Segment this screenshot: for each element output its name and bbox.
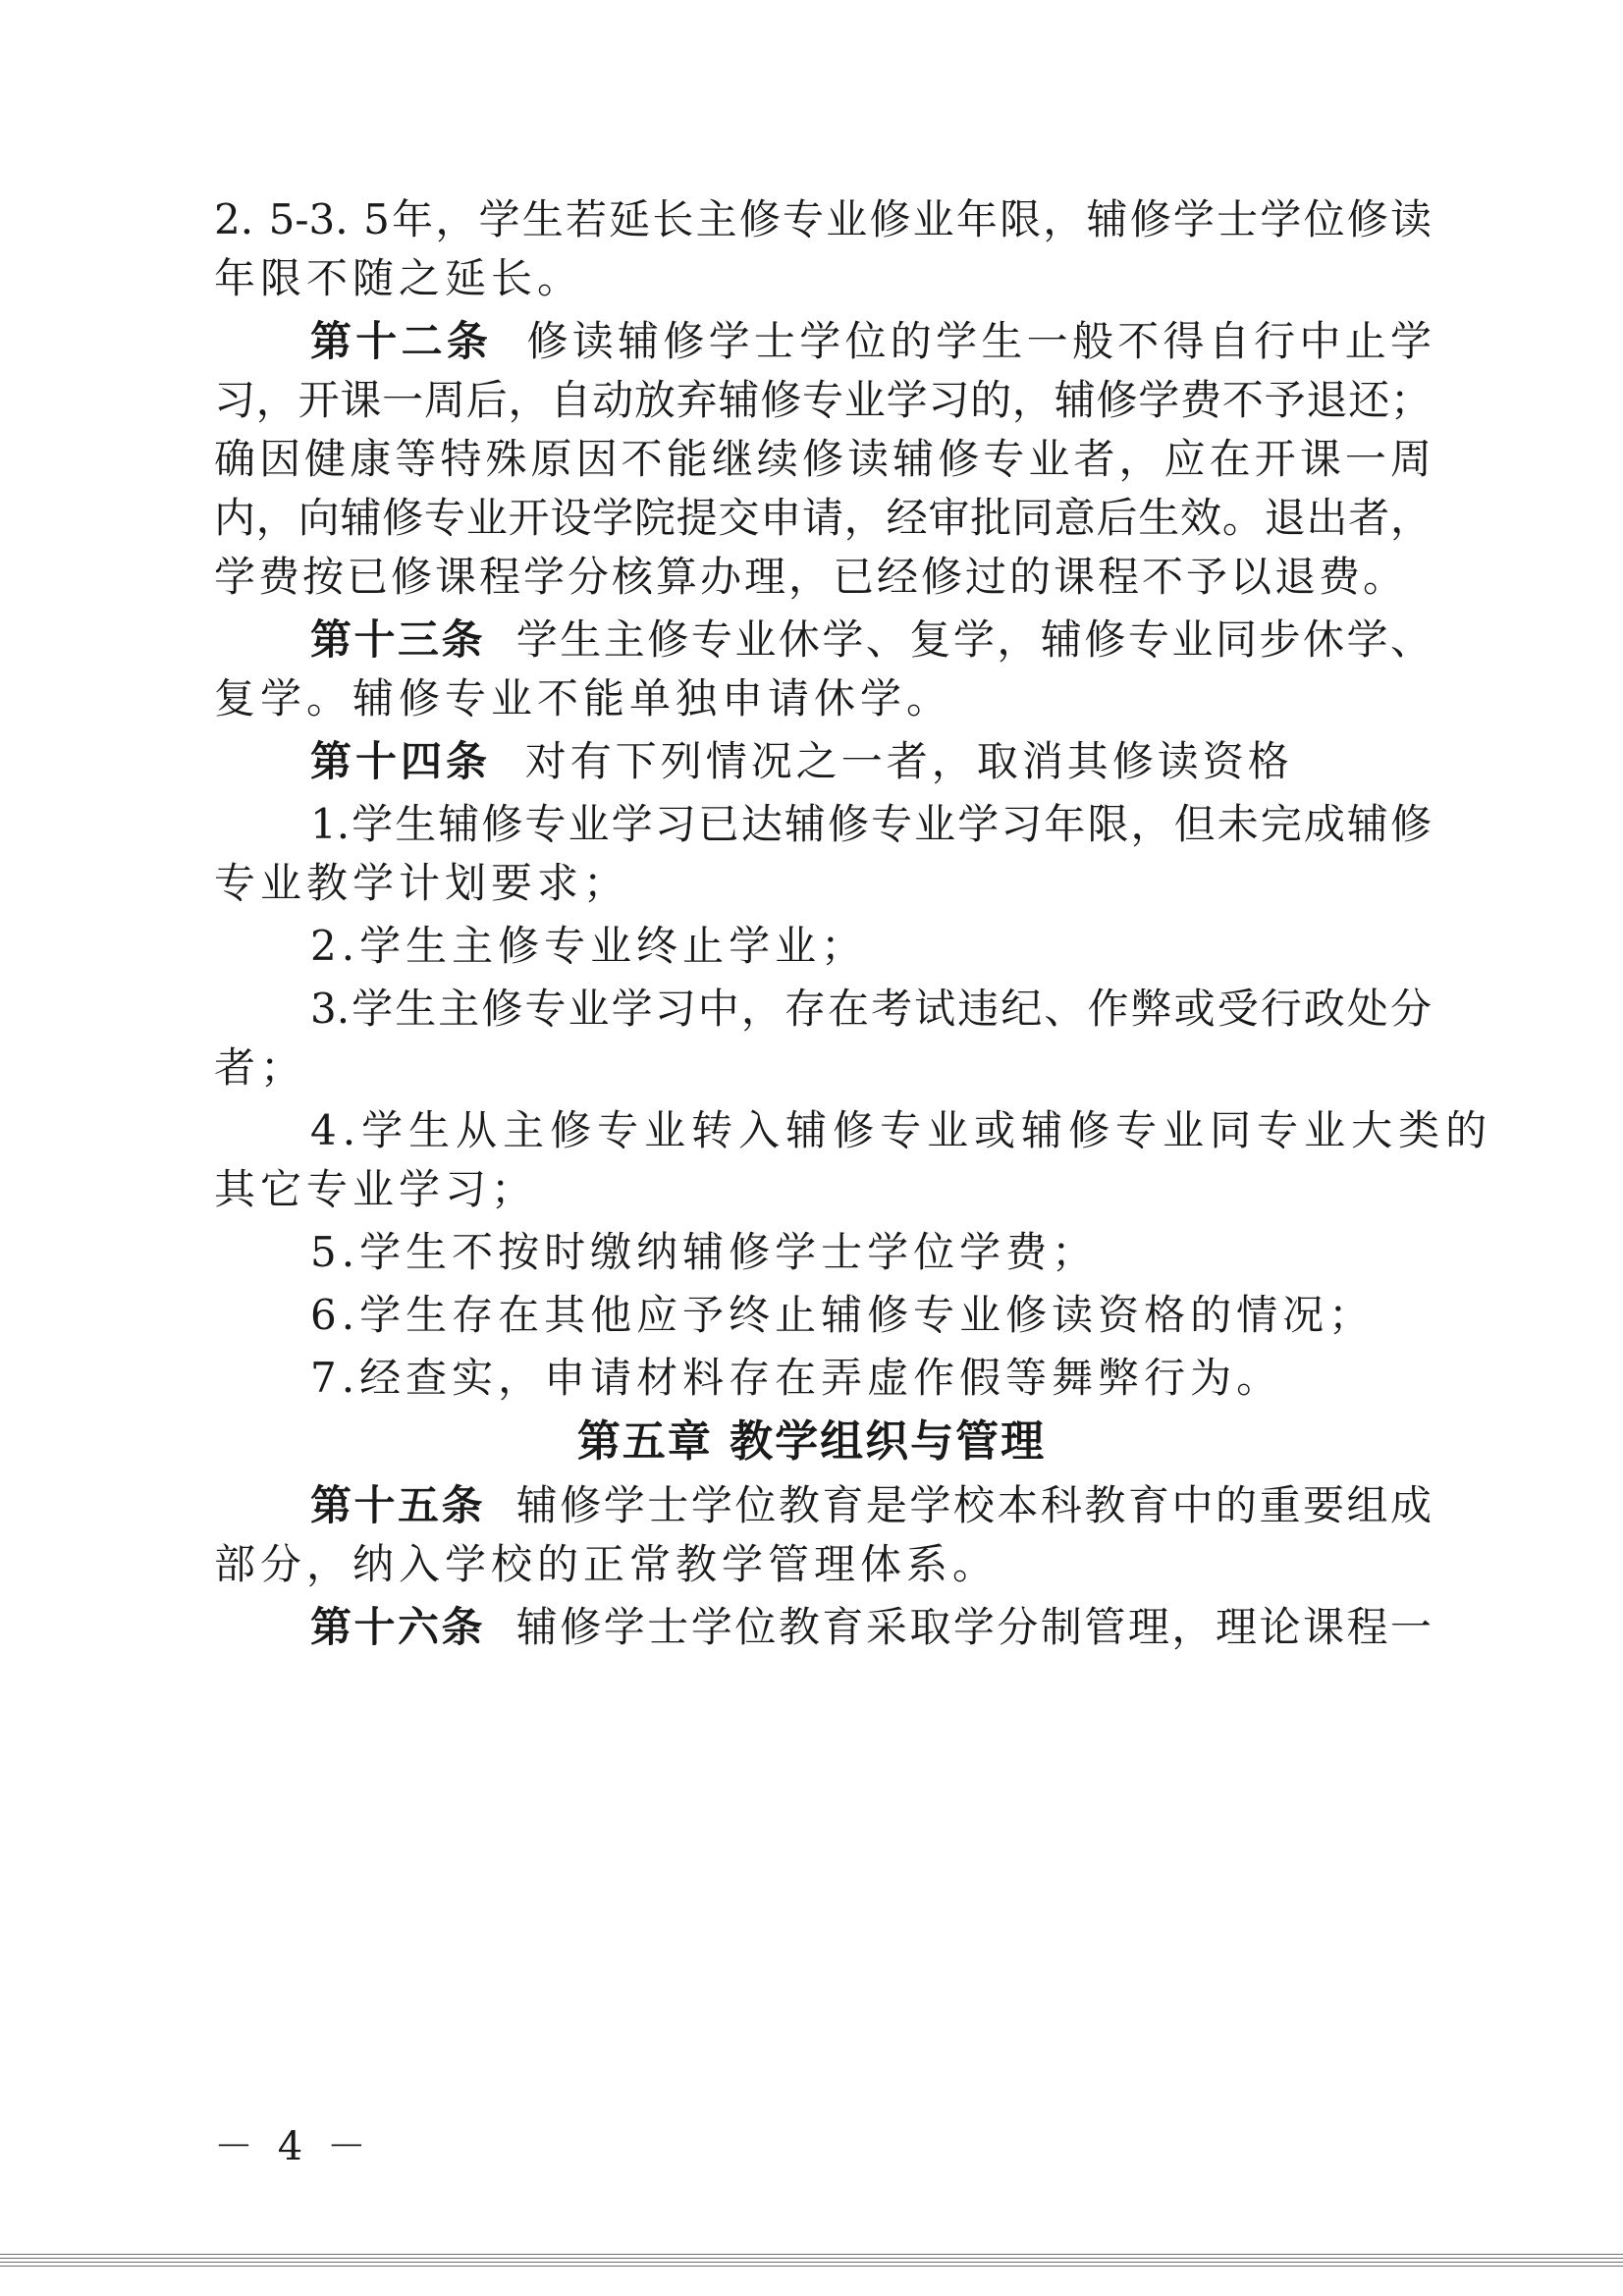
list-item: 5.学生不按时缴纳辅修学士学位学费； bbox=[310, 1228, 1099, 1276]
article-12-label: 第十二条 bbox=[310, 317, 493, 365]
list-item: 4.学生从主修专业转入辅修专业或辅修专业同专业大类的 bbox=[310, 1106, 1493, 1154]
list-item: 6.学生存在其他应予终止辅修专业修读资格的情况； bbox=[310, 1291, 1376, 1339]
rule-line bbox=[0, 2258, 1623, 2259]
rule-line bbox=[0, 2262, 1623, 2263]
list-item: 7.经查实，申请材料存在弄虚作假等舞弊行为。 bbox=[310, 1354, 1283, 1402]
text-line: 学费按已修课程学分核算办理，已经修过的课程不予以退费。 bbox=[214, 553, 1408, 601]
list-item: 3.学生主修专业学习中，存在考试违纪、作弊或受行政处分 bbox=[310, 985, 1432, 1033]
text-line: 年限不随之延长。 bbox=[214, 254, 584, 302]
list-item: 其它专业学习； bbox=[214, 1165, 538, 1213]
article-13-first-line bbox=[310, 616, 1432, 664]
article-14-label: 第十四条 bbox=[310, 737, 492, 785]
article-15-text: 辅修学士学位教育是学校本科教育中的重要组成 bbox=[515, 1481, 1432, 1529]
text-line: 2. 5-3. 5年，学生若延长主修专业修业年限，辅修学士学位修读 bbox=[214, 195, 1432, 243]
list-item: 者； bbox=[214, 1043, 307, 1092]
text-line: 内，向辅修专业开设学院提交申请，经审批同意后生效。退出者， bbox=[214, 494, 1432, 542]
rule-line bbox=[0, 2254, 1623, 2255]
article-14-first-line bbox=[310, 738, 1432, 785]
article-15-first-line bbox=[310, 1482, 1432, 1529]
list-item: 2.学生主修专业终止学业； bbox=[310, 922, 868, 970]
chapter-heading: 第五章 教学组织与管理 bbox=[576, 1416, 1047, 1467]
article-16-label: 第十六条 bbox=[310, 1603, 486, 1651]
article-13-label: 第十三条 bbox=[310, 615, 486, 664]
list-item: 专业教学计划要求； bbox=[214, 859, 630, 907]
article-16-text: 辅修学士学位教育采取学分制管理，理论课程一 bbox=[515, 1603, 1432, 1651]
article-14-text: 对有下列情况之一者，取消其修读资格 bbox=[524, 737, 1293, 785]
text-line: 习，开课一周后，自动放弃辅修专业学习的，辅修学费不予退还； bbox=[214, 376, 1432, 424]
page-number: － 4 － bbox=[214, 2124, 372, 2169]
article-12-first-line bbox=[310, 318, 1432, 365]
footer-rule-lines bbox=[0, 2254, 1623, 2273]
list-item: 1.学生辅修专业学习已达辅修专业学习年限，但未完成辅修 bbox=[310, 800, 1432, 848]
article-12-text: 修读辅修学士学位的学生一般不得自行中止学 bbox=[526, 317, 1432, 365]
article-13-text: 学生主修专业休学、复学，辅修专业同步休学、 bbox=[515, 615, 1432, 664]
rule-line bbox=[0, 2266, 1623, 2267]
text-line: 确因健康等特殊原因不能继续修读辅修专业者，应在开课一周 bbox=[214, 435, 1432, 483]
text-line: 部分，纳入学校的正常教学管理体系。 bbox=[214, 1540, 1000, 1588]
article-15-label: 第十五条 bbox=[310, 1481, 486, 1529]
article-16-first-line bbox=[310, 1604, 1432, 1651]
text-line: 复学。辅修专业不能单独申请休学。 bbox=[214, 674, 953, 722]
